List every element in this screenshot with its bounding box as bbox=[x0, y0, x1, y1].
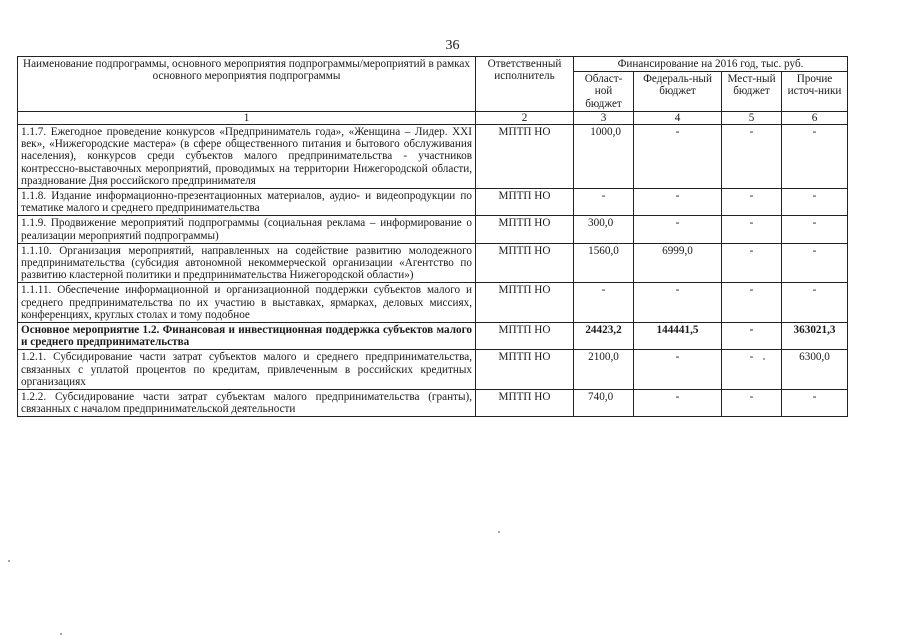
row-other: 6300,0 bbox=[782, 350, 848, 390]
header-financing: Финансирование на 2016 год, тыс. руб. bbox=[574, 57, 848, 72]
column-number: 4 bbox=[634, 111, 722, 124]
header-name: Наименование подпрограммы, основного мероприятия подпрограммы/мероприятий в рамках основного мероприятия подпрограммы bbox=[18, 57, 476, 112]
header-local-budget: Мест-ный бюджет bbox=[722, 72, 782, 112]
scan-speck bbox=[60, 633, 62, 635]
row-name: 1.1.10. Организация мероприятий, направленных на содействие развитию молодежного предпринимательства (субсидия автономной некоммерческой организации «Агентство по развитию кластерной политики и предпринимательства Нижегородской области») bbox=[18, 243, 476, 283]
row-local: - bbox=[722, 243, 782, 283]
row-federal: - bbox=[634, 350, 722, 390]
row-federal: - bbox=[634, 283, 722, 323]
table-row bbox=[18, 350, 848, 390]
row-responsible: МПТП НО bbox=[476, 189, 574, 216]
financing-table bbox=[17, 56, 848, 417]
column-number: 1 bbox=[18, 111, 476, 124]
row-other: 363021,3 bbox=[782, 323, 848, 350]
row-responsible: МПТП НО bbox=[476, 125, 574, 189]
header-federal-budget: Федераль-ный бюджет bbox=[634, 72, 722, 112]
row-regional: - bbox=[574, 189, 634, 216]
row-federal: 144441,5 bbox=[634, 323, 722, 350]
table-row bbox=[18, 243, 848, 283]
table-row-main-activity bbox=[18, 323, 848, 350]
row-other: - bbox=[782, 125, 848, 189]
table-row bbox=[18, 125, 848, 189]
table-row bbox=[18, 390, 848, 417]
row-responsible: МПТП НО bbox=[476, 283, 574, 323]
row-federal: - bbox=[634, 189, 722, 216]
row-name: 1.2.2. Субсидирование части затрат субъектам малого предпринимательства (гранты), связанных с началом предпринимательской деятельности bbox=[18, 390, 476, 417]
row-regional: 24423,2 bbox=[574, 323, 634, 350]
row-other: - bbox=[782, 243, 848, 283]
row-regional: 1560,0 bbox=[574, 243, 634, 283]
column-number-row bbox=[18, 111, 848, 124]
column-number: 5 bbox=[722, 111, 782, 124]
row-regional: 740,0 bbox=[574, 390, 634, 417]
row-regional: 300,0 bbox=[574, 216, 634, 243]
row-other: - bbox=[782, 189, 848, 216]
scan-speck bbox=[498, 531, 500, 533]
header-row-top bbox=[18, 57, 848, 72]
row-local: - bbox=[722, 125, 782, 189]
row-other: - bbox=[782, 216, 848, 243]
scan-speck bbox=[8, 560, 10, 562]
row-regional: - bbox=[574, 283, 634, 323]
row-name: 1.1.11. Обеспечение информационной и организационной поддержки субъектов малого и среднего предпринимательства по их участию в выставках, ярмарках, деловых миссиях, конференциях, круглых столах и тому подобное bbox=[18, 283, 476, 323]
row-regional: 1000,0 bbox=[574, 125, 634, 189]
column-number: 3 bbox=[574, 111, 634, 124]
row-responsible: МПТП НО bbox=[476, 390, 574, 417]
row-federal: - bbox=[634, 216, 722, 243]
row-name: Основное мероприятие 1.2. Финансовая и инвестиционная поддержка субъектов малого и среднего предпринимательства bbox=[18, 323, 476, 350]
row-local: - bbox=[722, 323, 782, 350]
row-local: - bbox=[722, 189, 782, 216]
row-name: 1.2.1. Субсидирование части затрат субъектов малого и среднего предпринимательства, связанных с уплатой процентов по кредитам, привлеченным в российских кредитных организациях bbox=[18, 350, 476, 390]
row-name: 1.1.7. Ежегодное проведение конкурсов «Предприниматель года», «Женщина – Лидер. XXI век», «Нижегородские мастера» (в сфере общественного питания и бытового обслуживания населения), конкурсов среди субъектов малого предпринимательства - участников контрессно-выставочных мероприятий, проводимых на территории Нижегородской области, празднование Дня российского предпринимателя bbox=[18, 125, 476, 189]
column-number: 2 bbox=[476, 111, 574, 124]
row-responsible: МПТП НО bbox=[476, 323, 574, 350]
header-responsible: Ответственный исполнитель bbox=[476, 57, 574, 112]
row-name: 1.1.8. Издание информационно-презентационных материалов, аудио- и видеопродукции по тематике малого и среднего предпринимательства bbox=[18, 189, 476, 216]
row-local: - bbox=[722, 390, 782, 417]
row-other: - bbox=[782, 390, 848, 417]
row-federal: 6999,0 bbox=[634, 243, 722, 283]
row-other: - bbox=[782, 283, 848, 323]
scan-speck bbox=[763, 358, 765, 360]
row-responsible: МПТП НО bbox=[476, 350, 574, 390]
page-number: 36 bbox=[445, 38, 460, 53]
header-other-sources: Прочие источ-ники bbox=[782, 72, 848, 112]
row-name: 1.1.9. Продвижение мероприятий подпрограммы (социальная реклама – информирование о реализации мероприятий подпрограммы) bbox=[18, 216, 476, 243]
row-local: - bbox=[722, 216, 782, 243]
column-number: 6 bbox=[782, 111, 848, 124]
row-federal: - bbox=[634, 125, 722, 189]
table-row bbox=[18, 216, 848, 243]
header-regional-budget: Област-ной бюджет bbox=[574, 72, 634, 112]
row-regional: 2100,0 bbox=[574, 350, 634, 390]
row-responsible: МПТП НО bbox=[476, 243, 574, 283]
row-responsible: МПТП НО bbox=[476, 216, 574, 243]
table-row bbox=[18, 189, 848, 216]
row-local: - bbox=[722, 350, 782, 390]
row-federal: - bbox=[634, 390, 722, 417]
row-local: - bbox=[722, 283, 782, 323]
table-row bbox=[18, 283, 848, 323]
